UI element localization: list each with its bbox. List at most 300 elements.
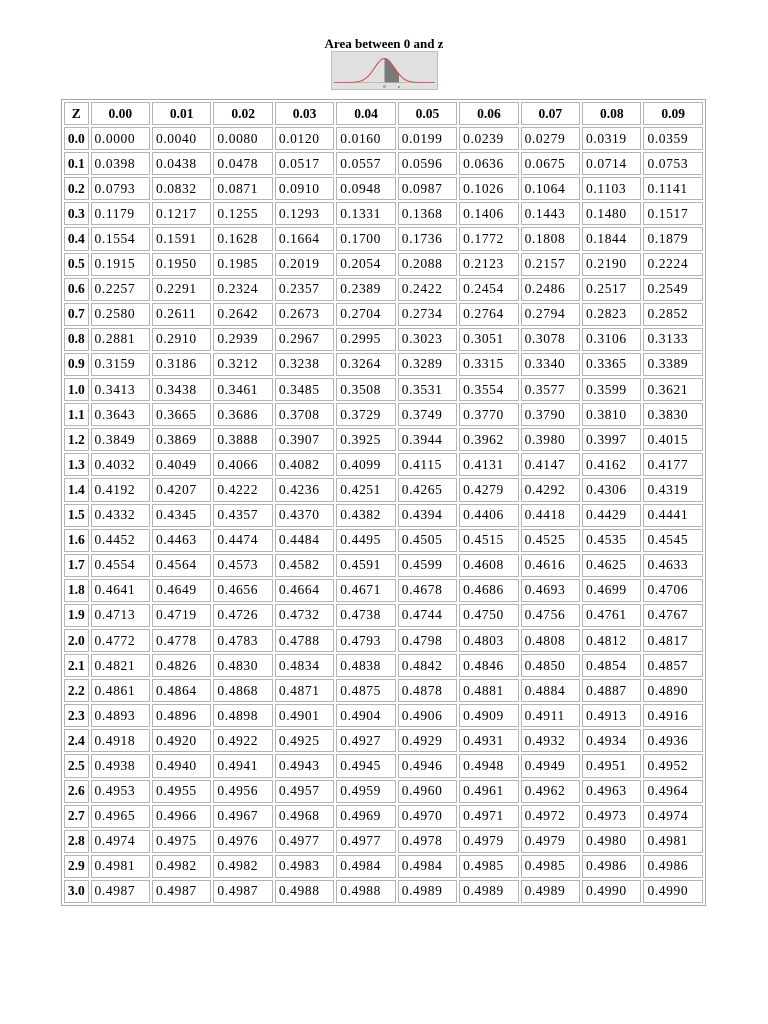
table-row [64,729,703,752]
probability-cell: 0.4984 [336,855,395,878]
probability-cell: 0.4952 [643,754,703,777]
probability-cell: 0.1915 [91,253,150,276]
probability-cell: 0.4986 [643,855,703,878]
probability-cell: 0.0040 [152,127,211,150]
probability-cell: 0.3749 [398,403,457,426]
column-header: 0.05 [398,102,457,125]
probability-cell: 0.4976 [213,830,272,853]
probability-cell: 0.0120 [275,127,334,150]
probability-cell: 0.4591 [336,554,395,577]
probability-cell: 0.4936 [643,729,703,752]
probability-cell: 0.0793 [91,177,150,200]
probability-cell: 0.4162 [582,453,641,476]
table-row [64,604,703,627]
probability-cell: 0.4979 [521,830,580,853]
table-row [64,278,703,301]
probability-cell: 0.4418 [521,504,580,527]
probability-cell: 0.2224 [643,253,703,276]
table-row [64,579,703,602]
z-value-cell: 1.7 [64,554,89,577]
probability-cell: 0.4744 [398,604,457,627]
probability-cell: 0.3212 [213,353,272,376]
probability-cell: 0.4783 [213,629,272,652]
probability-cell: 0.4812 [582,629,641,652]
probability-cell: 0.0438 [152,152,211,175]
probability-cell: 0.4750 [459,604,518,627]
probability-cell: 0.0000 [91,127,150,150]
probability-cell: 0.1331 [336,202,395,225]
probability-cell: 0.4988 [336,880,395,903]
probability-cell: 0.2454 [459,278,518,301]
column-header: 0.02 [213,102,272,125]
zero-label: 0 [383,84,386,89]
probability-cell: 0.4236 [275,478,334,501]
probability-cell: 0.4357 [213,504,272,527]
probability-cell: 0.1844 [582,227,641,250]
probability-cell: 0.4987 [91,880,150,903]
table-row [64,227,703,250]
probability-cell: 0.2291 [152,278,211,301]
probability-cell: 0.4066 [213,453,272,476]
table-row [64,328,703,351]
probability-cell: 0.4641 [91,579,150,602]
probability-cell: 0.1985 [213,253,272,276]
probability-cell: 0.4957 [275,780,334,803]
probability-cell: 0.4656 [213,579,272,602]
z-value-cell: 0.4 [64,227,89,250]
probability-cell: 0.4972 [521,805,580,828]
probability-cell: 0.2910 [152,328,211,351]
probability-cell: 0.3554 [459,378,518,401]
probability-cell: 0.2852 [643,303,703,326]
probability-cell: 0.3599 [582,378,641,401]
probability-cell: 0.3078 [521,328,580,351]
z-value-cell: 1.4 [64,478,89,501]
page-title: Area between 0 and z [324,36,444,51]
probability-cell: 0.3997 [582,428,641,451]
z-value-cell: 1.3 [64,453,89,476]
probability-cell: 0.1026 [459,177,518,200]
column-header: 0.04 [336,102,395,125]
probability-cell: 0.4554 [91,554,150,577]
z-value-cell: 2.2 [64,679,89,702]
table-row [64,253,703,276]
probability-cell: 0.4699 [582,579,641,602]
probability-cell: 0.1480 [582,202,641,225]
probability-cell: 0.3186 [152,353,211,376]
probability-cell: 0.4920 [152,729,211,752]
probability-cell: 0.4881 [459,679,518,702]
z-value-cell: 0.7 [64,303,89,326]
probability-cell: 0.4332 [91,504,150,527]
probability-cell: 0.4911 [521,704,580,727]
probability-cell: 0.4966 [152,805,211,828]
probability-cell: 0.4963 [582,780,641,803]
z-value-cell: 0.6 [64,278,89,301]
z-value-cell: 1.2 [64,428,89,451]
table-row [64,629,703,652]
probability-cell: 0.4971 [459,805,518,828]
probability-cell: 0.3023 [398,328,457,351]
probability-cell: 0.2123 [459,253,518,276]
probability-cell: 0.4946 [398,754,457,777]
table-row [64,504,703,527]
probability-cell: 0.4306 [582,478,641,501]
probability-cell: 0.4850 [521,654,580,677]
probability-cell: 0.4890 [643,679,703,702]
column-header: 0.00 [91,102,150,125]
probability-cell: 0.4830 [213,654,272,677]
probability-cell: 0.4265 [398,478,457,501]
probability-cell: 0.1255 [213,202,272,225]
probability-cell: 0.4965 [91,805,150,828]
probability-cell: 0.4927 [336,729,395,752]
probability-cell: 0.4887 [582,679,641,702]
probability-cell: 0.2422 [398,278,457,301]
probability-cell: 0.4968 [275,805,334,828]
probability-cell: 0.4949 [521,754,580,777]
probability-cell: 0.3888 [213,428,272,451]
probability-cell: 0.4964 [643,780,703,803]
probability-cell: 0.4884 [521,679,580,702]
probability-cell: 0.4826 [152,654,211,677]
probability-cell: 0.4985 [521,855,580,878]
probability-cell: 0.4940 [152,754,211,777]
probability-cell: 0.0279 [521,127,580,150]
probability-cell: 0.3790 [521,403,580,426]
table-row [64,202,703,225]
probability-cell: 0.4982 [152,855,211,878]
probability-cell: 0.1628 [213,227,272,250]
table-row [64,403,703,426]
probability-cell: 0.1443 [521,202,580,225]
probability-cell: 0.2967 [275,328,334,351]
probability-cell: 0.3770 [459,403,518,426]
probability-cell: 0.2054 [336,253,395,276]
z-value-cell: 1.1 [64,403,89,426]
table-row [64,805,703,828]
z-value-cell: 0.1 [64,152,89,175]
probability-cell: 0.0398 [91,152,150,175]
probability-cell: 0.4207 [152,478,211,501]
probability-cell: 0.2611 [152,303,211,326]
probability-cell: 0.0910 [275,177,334,200]
probability-cell: 0.4980 [582,830,641,853]
probability-cell: 0.4961 [459,780,518,803]
probability-cell: 0.4756 [521,604,580,627]
probability-cell: 0.4896 [152,704,211,727]
probability-cell: 0.4918 [91,729,150,752]
z-value-cell: 0.5 [64,253,89,276]
probability-cell: 0.4901 [275,704,334,727]
probability-cell: 0.2642 [213,303,272,326]
probability-cell: 0.3944 [398,428,457,451]
probability-cell: 0.4977 [336,830,395,853]
z-value-cell: 1.0 [64,378,89,401]
probability-cell: 0.2517 [582,278,641,301]
probability-cell: 0.4990 [582,880,641,903]
probability-cell: 0.4625 [582,554,641,577]
column-header: 0.06 [459,102,518,125]
column-header: 0.03 [275,102,334,125]
probability-cell: 0.4981 [643,830,703,853]
probability-cell: 0.2704 [336,303,395,326]
column-header: 0.08 [582,102,641,125]
probability-cell: 0.1368 [398,202,457,225]
table-row [64,127,703,150]
probability-cell: 0.0319 [582,127,641,150]
table-row [64,679,703,702]
probability-cell: 0.4821 [91,654,150,677]
probability-cell: 0.3413 [91,378,150,401]
probability-cell: 0.4990 [643,880,703,903]
table-row [64,529,703,552]
z-value-cell: 0.2 [64,177,89,200]
probability-cell: 0.0517 [275,152,334,175]
probability-cell: 0.4251 [336,478,395,501]
probability-cell: 0.4953 [91,780,150,803]
probability-cell: 0.3729 [336,403,395,426]
table-row [64,855,703,878]
probability-cell: 0.4767 [643,604,703,627]
probability-cell: 0.3340 [521,353,580,376]
table-row [64,780,703,803]
probability-cell: 0.4649 [152,579,211,602]
column-header: 0.01 [152,102,211,125]
probability-cell: 0.4941 [213,754,272,777]
table-row [64,152,703,175]
probability-cell: 0.4693 [521,579,580,602]
probability-cell: 0.4706 [643,579,703,602]
probability-cell: 0.2734 [398,303,457,326]
probability-cell: 0.2257 [91,278,150,301]
probability-cell: 0.4319 [643,478,703,501]
probability-cell: 0.1736 [398,227,457,250]
probability-cell: 0.2549 [643,278,703,301]
probability-cell: 0.4974 [643,805,703,828]
probability-cell: 0.1879 [643,227,703,250]
probability-cell: 0.4875 [336,679,395,702]
probability-cell: 0.4929 [398,729,457,752]
probability-cell: 0.4573 [213,554,272,577]
probability-cell: 0.4909 [459,704,518,727]
probability-cell: 0.4945 [336,754,395,777]
probability-cell: 0.3810 [582,403,641,426]
table-row [64,378,703,401]
probability-cell: 0.4370 [275,504,334,527]
probability-cell: 0.4861 [91,679,150,702]
probability-cell: 0.2580 [91,303,150,326]
probability-cell: 0.4582 [275,554,334,577]
probability-cell: 0.0714 [582,152,641,175]
probability-cell: 0.4099 [336,453,395,476]
table-row [64,704,703,727]
probability-cell: 0.4292 [521,478,580,501]
probability-cell: 0.4978 [398,830,457,853]
probability-cell: 0.4932 [521,729,580,752]
probability-cell: 0.2088 [398,253,457,276]
probability-cell: 0.0160 [336,127,395,150]
probability-cell: 0.4798 [398,629,457,652]
probability-cell: 0.4474 [213,529,272,552]
z-value-cell: 2.0 [64,629,89,652]
probability-cell: 0.4955 [152,780,211,803]
probability-cell: 0.4633 [643,554,703,577]
table-row [64,453,703,476]
probability-cell: 0.4761 [582,604,641,627]
probability-cell: 0.4664 [275,579,334,602]
probability-cell: 0.3869 [152,428,211,451]
probability-cell: 0.4678 [398,579,457,602]
probability-cell: 0.4564 [152,554,211,577]
probability-cell: 0.0080 [213,127,272,150]
probability-cell: 0.1517 [643,202,703,225]
probability-cell: 0.3438 [152,378,211,401]
z-value-cell: 2.4 [64,729,89,752]
probability-cell: 0.4616 [521,554,580,577]
probability-cell: 0.4192 [91,478,150,501]
probability-cell: 0.4916 [643,704,703,727]
probability-cell: 0.0753 [643,152,703,175]
probability-cell: 0.2764 [459,303,518,326]
probability-cell: 0.4015 [643,428,703,451]
probability-cell: 0.4967 [213,805,272,828]
z-value-cell: 1.9 [64,604,89,627]
probability-cell: 0.4846 [459,654,518,677]
probability-cell: 0.4545 [643,529,703,552]
z-value-cell: 1.8 [64,579,89,602]
z-value-cell: 2.6 [64,780,89,803]
probability-cell: 0.0596 [398,152,457,175]
probability-cell: 0.3238 [275,353,334,376]
probability-cell: 0.4394 [398,504,457,527]
probability-cell: 0.2881 [91,328,150,351]
probability-cell: 0.0239 [459,127,518,150]
probability-cell: 0.4441 [643,504,703,527]
table-row [64,177,703,200]
probability-cell: 0.4864 [152,679,211,702]
probability-cell: 0.2019 [275,253,334,276]
probability-cell: 0.3643 [91,403,150,426]
z-value-cell: 0.3 [64,202,89,225]
probability-cell: 0.4931 [459,729,518,752]
probability-cell: 0.4898 [213,704,272,727]
probability-cell: 0.1664 [275,227,334,250]
z-value-cell: 0.9 [64,353,89,376]
probability-cell: 0.4525 [521,529,580,552]
z-column-header: Z [64,102,89,125]
probability-cell: 0.4032 [91,453,150,476]
probability-cell: 0.3907 [275,428,334,451]
probability-cell: 0.4222 [213,478,272,501]
z-value-cell: 0.0 [64,127,89,150]
z-value-cell: 2.3 [64,704,89,727]
probability-cell: 0.1950 [152,253,211,276]
normal-curve-svg [332,52,437,89]
probability-cell: 0.2157 [521,253,580,276]
probability-cell: 0.3830 [643,403,703,426]
probability-cell: 0.4842 [398,654,457,677]
probability-cell: 0.4726 [213,604,272,627]
probability-cell: 0.4808 [521,629,580,652]
probability-cell: 0.4732 [275,604,334,627]
z-label: z [398,84,400,89]
probability-cell: 0.4147 [521,453,580,476]
probability-cell: 0.4686 [459,579,518,602]
probability-cell: 0.4959 [336,780,395,803]
probability-cell: 0.4960 [398,780,457,803]
probability-cell: 0.3389 [643,353,703,376]
probability-cell: 0.0987 [398,177,457,200]
probability-cell: 0.4987 [213,880,272,903]
probability-cell: 0.4989 [398,880,457,903]
probability-cell: 0.4878 [398,679,457,702]
probability-cell: 0.4974 [91,830,150,853]
probability-cell: 0.2673 [275,303,334,326]
probability-cell: 0.0359 [643,127,703,150]
table-row [64,428,703,451]
probability-cell: 0.2357 [275,278,334,301]
z-value-cell: 0.8 [64,328,89,351]
probability-cell: 0.4535 [582,529,641,552]
probability-cell: 0.4834 [275,654,334,677]
table-row [64,554,703,577]
probability-cell: 0.4906 [398,704,457,727]
probability-cell: 0.4989 [521,880,580,903]
probability-cell: 0.1293 [275,202,334,225]
probability-cell: 0.4345 [152,504,211,527]
z-value-cell: 2.8 [64,830,89,853]
probability-cell: 0.4871 [275,679,334,702]
probability-cell: 0.1064 [521,177,580,200]
z-value-cell: 2.1 [64,654,89,677]
probability-cell: 0.3106 [582,328,641,351]
probability-cell: 0.3133 [643,328,703,351]
probability-cell: 0.0557 [336,152,395,175]
probability-cell: 0.4838 [336,654,395,677]
probability-cell: 0.4983 [275,855,334,878]
probability-cell: 0.3365 [582,353,641,376]
probability-cell: 0.3315 [459,353,518,376]
z-value-cell: 1.6 [64,529,89,552]
probability-cell: 0.4817 [643,629,703,652]
probability-cell: 0.4988 [275,880,334,903]
probability-cell: 0.4778 [152,629,211,652]
probability-cell: 0.4495 [336,529,395,552]
probability-cell: 0.1772 [459,227,518,250]
probability-cell: 0.1217 [152,202,211,225]
probability-cell: 0.4463 [152,529,211,552]
header-row [64,102,703,125]
probability-cell: 0.2324 [213,278,272,301]
probability-cell: 0.4515 [459,529,518,552]
probability-cell: 0.4793 [336,629,395,652]
table-row [64,754,703,777]
probability-cell: 0.4989 [459,880,518,903]
z-table [61,99,706,906]
probability-cell: 0.4788 [275,629,334,652]
probability-cell: 0.3461 [213,378,272,401]
table-row [64,353,703,376]
probability-cell: 0.4979 [459,830,518,853]
probability-cell: 0.0478 [213,152,272,175]
probability-cell: 0.4934 [582,729,641,752]
probability-cell: 0.4115 [398,453,457,476]
table-row [64,654,703,677]
column-header: 0.09 [643,102,703,125]
probability-cell: 0.3686 [213,403,272,426]
probability-cell: 0.4956 [213,780,272,803]
